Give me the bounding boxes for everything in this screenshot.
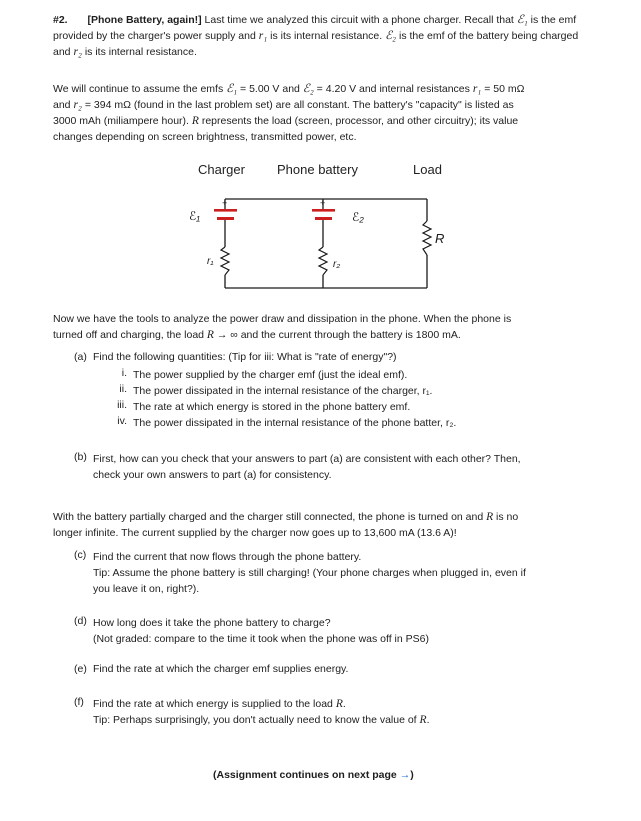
part-a-item-1-num: i. — [121, 367, 127, 379]
intro-text-3: is its internal resistance. — [267, 30, 386, 42]
R-diagram-label: R — [435, 231, 445, 246]
phone-battery-emf-symbol — [312, 209, 335, 220]
tools-line-2b: → ∞ and the current through the battery is 1800 mA. — [213, 329, 461, 341]
part-b-line-1: First, how can you check that your answers to part (a) are consistent with each other? Then, — [93, 453, 521, 465]
intro-text-5: is its internal resistance. — [81, 46, 197, 58]
part-a-item-4: The power dissipated in the internal resistance of the phone batter, r₂. — [133, 417, 457, 429]
part-c-line-1: Find the current that now flows through the phone battery. — [93, 551, 362, 563]
emf1-symbol: ℰ₁ — [516, 14, 528, 26]
r2-symbol: r₂ — [73, 46, 82, 58]
battery-partial-line-2: longer infinite. The current supplied by the charger now goes up to 13,600 mA (13.6 A)! — [53, 527, 457, 539]
part-f-line-1a: Find the rate at which energy is supplied to the load — [93, 698, 336, 710]
r1-symbol: r₁ — [258, 30, 268, 42]
part-f-line-1b: . — [342, 698, 346, 710]
problem-intro — [53, 12, 593, 60]
phone-plus-sign: + — [320, 198, 326, 208]
part-f-line-2a: Tip: Perhaps surprisingly, you don't actually need to know the value of — [93, 714, 420, 726]
part-f-line-2b: . — [426, 714, 430, 726]
part-e-text: Find the rate at which the charger emf supplies energy. — [93, 663, 349, 675]
charger-plus-sign: + — [222, 198, 228, 208]
part-b-text — [93, 451, 593, 483]
battery-partial-line-1b: is no — [493, 511, 519, 523]
problem-title: [Phone Battery, again!] — [87, 14, 202, 26]
assumptions-text-4: represents the load (screen, processor, and other circuitry); its value — [198, 115, 519, 127]
R-symbol: R — [206, 329, 214, 341]
part-a-item-3-num: iii. — [117, 399, 127, 411]
assumptions-text-5: changes depending on screen brightness, transmitted power, etc. — [53, 131, 357, 143]
part-c-line-3: you leave it on, right?). — [93, 583, 200, 595]
phone-battery-label: Phone battery — [277, 162, 358, 177]
part-c-text — [93, 549, 593, 597]
emf1-symbol: ℰ₁ — [226, 83, 238, 95]
load-label: Load — [413, 162, 442, 177]
footer-text: (Assignment continues on next page — [213, 769, 400, 781]
part-a-item-3: The rate at which energy is stored in the phone battery emf. — [133, 401, 411, 413]
charger-short-plate — [217, 217, 234, 220]
intro-text-1: Last time we analyzed this circuit with a phone charger. Recall that — [201, 14, 517, 26]
tools-line-1: Now we have the tools to analyze the power draw and dissipation in the phone. When the phone is — [53, 313, 512, 325]
part-a-label: (a) — [74, 351, 87, 363]
assumptions-text-1: We will continue to assume the emfs — [53, 83, 227, 95]
emf2-symbol: ℰ₂ — [385, 30, 397, 42]
circuit-schematic — [180, 160, 460, 300]
part-a-text: Find the following quantities: (Tip for iii: What is "rate of energy"?) — [93, 351, 397, 363]
tools-line-2a: turned off and charging, the load — [53, 329, 207, 341]
part-a-item-1: The power supplied by the charger emf (just the ideal emf). — [133, 369, 408, 381]
part-f-label: (f) — [74, 696, 84, 708]
emf2-diagram-label: ℰ₂ — [352, 210, 364, 224]
problem-number: #2. — [53, 14, 68, 26]
circuit-diagram — [180, 160, 460, 300]
assumptions-paragraph — [53, 81, 593, 145]
r1-value: = 50 mΩ — [481, 83, 525, 95]
r1-symbol: r₁ — [472, 83, 482, 95]
part-d-line-1: How long does it take the phone battery to charge? — [93, 617, 331, 629]
assumptions-text-2: and — [53, 99, 74, 111]
tools-paragraph — [53, 311, 593, 343]
part-a-item-2: The power dissipated in the internal resistance of the charger, r₁. — [133, 385, 433, 397]
r2-diagram-label: r₂ — [333, 259, 341, 270]
intro-text-2: is the emf provided by the charger's power supply and — [53, 14, 577, 42]
charger-emf-battery-symbol — [214, 209, 237, 220]
charger-long-plate — [214, 209, 237, 212]
part-d-label: (d) — [74, 615, 87, 627]
r2-resistor-symbol — [319, 247, 327, 275]
R-symbol: R — [191, 115, 199, 127]
part-e-label: (e) — [74, 663, 87, 675]
part-a-item-2-num: ii. — [119, 383, 127, 395]
part-d-text — [93, 615, 593, 647]
r1-diagram-label: r₁ — [207, 256, 214, 267]
r1-resistor-symbol — [221, 247, 229, 275]
phone-long-plate — [312, 209, 335, 212]
footer-close: ) — [410, 769, 414, 781]
intro-text-4: is the emf of the battery being charged and — [53, 30, 579, 58]
phone-short-plate — [315, 217, 332, 220]
emf2-symbol: ℰ₂ — [302, 83, 314, 95]
part-b-line-2: check your own answers to part (a) for consistency. — [93, 469, 332, 481]
R-symbol: R — [486, 511, 494, 523]
r2-value: = 394 mΩ (found in the last problem set) are all constant. The battery's "capacity" is listed as — [81, 99, 514, 111]
battery-partial-line-1a: With the battery partially charged and the charger still connected, the phone is turned on and — [53, 511, 487, 523]
part-c-line-2: Tip: Assume the phone battery is still charging! (Your phone charges when plugged in, even if — [93, 567, 526, 579]
R-symbol: R — [419, 714, 427, 726]
emf1-diagram-label: ℰ₁ — [189, 209, 201, 223]
part-c-label: (c) — [74, 549, 87, 561]
emf2-value: = 4.20 V and internal resistances — [313, 83, 473, 95]
r2-symbol: r₂ — [73, 99, 82, 111]
charger-label: Charger — [198, 162, 245, 177]
part-b-label: (b) — [74, 451, 87, 463]
arrow-right-icon: → — [399, 769, 411, 781]
emf1-value: = 5.00 V and — [237, 83, 303, 95]
circuit-wires — [225, 199, 427, 288]
part-d-line-2: (Not graded: compare to the time it took when the phone was off in PS6) — [93, 633, 429, 645]
part-a-item-4-num: iv. — [117, 415, 127, 427]
battery-partial-paragraph — [53, 509, 593, 541]
part-f-text — [93, 696, 593, 728]
R-symbol: R — [335, 698, 343, 710]
assumptions-text-3: 3000 mAh (miliampere hour). — [53, 115, 192, 127]
footer-continues — [213, 769, 414, 781]
load-resistor-symbol — [423, 221, 431, 255]
